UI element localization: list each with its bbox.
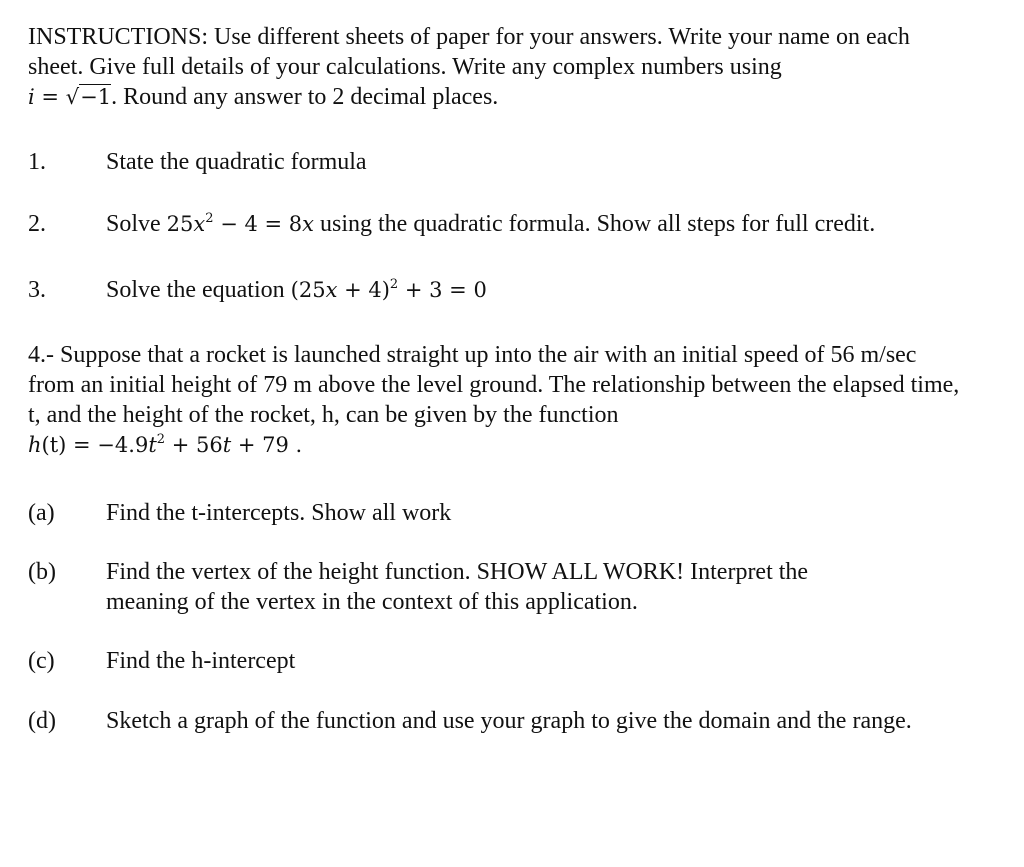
eq-var: x [325, 278, 338, 302]
eq-coef: 25 [166, 212, 194, 236]
question-text [106, 209, 966, 239]
eq-rest: + 3 = 0 [398, 278, 487, 302]
fn-t2: t [148, 433, 157, 457]
question-number: 2. [28, 211, 46, 237]
question-tail: using the quadratic formula. Show all steps for full credit. [320, 211, 876, 237]
question-text: State the quadratic formula [106, 149, 367, 175]
part-label: (a) [28, 500, 55, 526]
equation [167, 212, 314, 236]
instructions-paragraph [28, 22, 968, 112]
part-text: Sketch a graph of the function and use your graph to give the domain and the range. [106, 708, 912, 734]
eq-exp: 2 [389, 277, 399, 292]
eq-exp: 2 [205, 211, 214, 226]
eq-mid: + 4) [337, 278, 390, 302]
equals-sign: = [41, 85, 60, 109]
fn-end: + 79 . [231, 433, 303, 457]
fn-plus: + 56 [165, 433, 223, 457]
square-root [66, 82, 111, 112]
equation [291, 278, 487, 302]
part-text: Find the t-intercepts. Show all work [106, 500, 452, 526]
fn-t3: t [222, 433, 232, 457]
fn-eq: = −4.9 [66, 433, 149, 457]
part-text: Find the h-intercept [106, 648, 296, 674]
fn-exp: 2 [156, 432, 166, 447]
question-lead: Solve the equation [106, 277, 285, 303]
part-text: Find the vertex of the height function. SHOW ALL WORK! Interpret the meaning of the vertex in the context of this application. [106, 559, 809, 615]
radicand: −1 [80, 85, 112, 109]
fn-t: (t) [41, 433, 67, 457]
eq-var: x [193, 212, 206, 236]
question-number: 1. [28, 149, 46, 175]
fn-h: h [28, 433, 42, 457]
eq-open: (25 [290, 278, 326, 302]
part-label: (b) [28, 559, 56, 585]
eq-var2: x [302, 212, 314, 236]
sqrt-symbol: √ [65, 85, 80, 109]
question-lead: Solve [106, 211, 161, 237]
instructions-suffix: . Round any answer to 2 decimal places. [111, 84, 499, 110]
instructions-text: INSTRUCTIONS: Use different sheets of paper for your answers. Write your name on each sheet. Give full details of your calculations. Write any complex numbers using [28, 24, 910, 80]
part-label: (d) [28, 708, 56, 734]
height-function [28, 433, 302, 457]
imaginary-unit: i [28, 85, 35, 109]
problem-4 [28, 340, 968, 460]
part-label: (c) [28, 648, 55, 674]
eq-rest: − 4 = 8 [213, 212, 303, 236]
problem-4-text: 4.- Suppose that a rocket is launched straight up into the air with an initial speed of 56 m/sec from an initial height of 79 m above the level ground. The relationship between the elapsed time, t, and the height of the rocket, h, can be given by the function [28, 342, 960, 428]
question-number: 3. [28, 277, 46, 303]
instructions-math [28, 85, 111, 109]
question-text [106, 275, 966, 305]
